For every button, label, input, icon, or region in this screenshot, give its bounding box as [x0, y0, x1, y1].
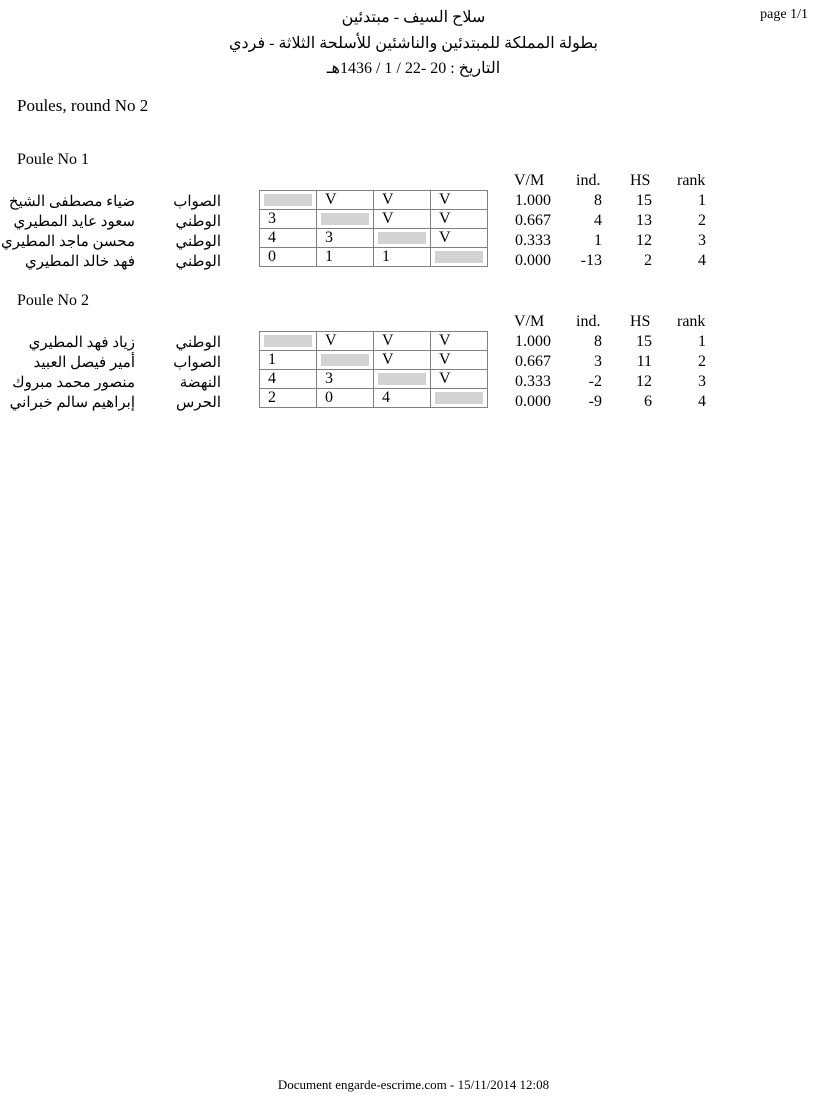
- hits-scored: 6: [644, 393, 652, 410]
- rank: 3: [698, 232, 706, 249]
- bout-cell: V: [431, 332, 488, 351]
- bout-cell: 4: [260, 370, 317, 389]
- indicator: -9: [588, 393, 602, 410]
- bout-cell-self: [260, 332, 317, 351]
- bout-cell: V: [431, 370, 488, 389]
- bout-cell-self: [317, 351, 374, 370]
- fencer-name: منصور محمد مبروك: [12, 375, 135, 391]
- table-row: [260, 332, 488, 351]
- fencer-name: أمير فيصل العبيد: [33, 355, 135, 371]
- bout-cell: 3: [317, 370, 374, 389]
- column-header-vm: V/M: [514, 172, 545, 189]
- bout-cell: 1: [260, 351, 317, 370]
- fencer-club: النهضة: [179, 375, 221, 391]
- fencer-club: الوطني: [175, 254, 221, 270]
- fencer-club: الوطني: [175, 335, 221, 351]
- poule-title: Poule No 1: [17, 151, 89, 168]
- table-row: [260, 229, 488, 248]
- bout-cell: V: [317, 191, 374, 210]
- column-header-hs: HS: [630, 313, 651, 330]
- victory-ratio: 1.000: [515, 333, 551, 350]
- bout-cell: 0: [260, 248, 317, 267]
- rank: 3: [698, 373, 706, 390]
- victory-ratio: 0.000: [515, 393, 551, 410]
- victory-ratio: 0.000: [515, 252, 551, 269]
- indicator: 1: [594, 232, 602, 249]
- table-row: [260, 248, 488, 267]
- round-title: Poules, round No 2: [17, 96, 149, 115]
- indicator: 4: [594, 212, 602, 229]
- bout-cell: 0: [317, 389, 374, 408]
- indicator: -2: [588, 373, 602, 390]
- bout-cell: V: [431, 351, 488, 370]
- victory-ratio: 0.333: [515, 373, 551, 390]
- hits-scored: 12: [636, 373, 652, 390]
- bout-cell: 4: [260, 229, 317, 248]
- fencer-club: الوطني: [175, 234, 221, 250]
- fencer-club: الحرس: [175, 395, 221, 411]
- bout-cell: V: [431, 210, 488, 229]
- column-header-rank: rank: [677, 313, 706, 330]
- victory-ratio: 0.333: [515, 232, 551, 249]
- bout-cell: 3: [260, 210, 317, 229]
- indicator: 8: [594, 192, 602, 209]
- fencer-name: فهد خالد المطيري: [24, 254, 135, 270]
- hits-scored: 12: [636, 232, 652, 249]
- fencer-club: الصواب: [173, 194, 221, 210]
- document-footer: Document engarde-escrime.com - 15/11/2014 12:08: [277, 1077, 550, 1092]
- indicator: -13: [580, 252, 602, 269]
- column-header-ind: ind.: [576, 313, 601, 330]
- bout-cell: V: [374, 332, 431, 351]
- championship-title: بطولة المملكة للمبتدئين والناشئين للأسلحة الثلاثة - فردي: [229, 35, 598, 52]
- table-row: [260, 210, 488, 229]
- rank: 1: [698, 192, 706, 209]
- bout-cell: 3: [317, 229, 374, 248]
- bout-cell: V: [431, 229, 488, 248]
- rank: 2: [698, 353, 706, 370]
- victory-ratio: 0.667: [515, 212, 551, 229]
- bout-cell: V: [431, 191, 488, 210]
- bout-cell-self: [317, 210, 374, 229]
- bout-cell: V: [374, 210, 431, 229]
- bout-cell-self: [374, 370, 431, 389]
- weapon-title: سلاح السيف - مبتدئين: [341, 9, 486, 26]
- column-header-rank: rank: [677, 172, 706, 189]
- bout-cell: 1: [317, 248, 374, 267]
- poule-bout-grid: [259, 190, 488, 267]
- rank: 1: [698, 333, 706, 350]
- hits-scored: 2: [644, 252, 652, 269]
- hits-scored: 13: [636, 212, 652, 229]
- poule-bout-grid: [259, 331, 488, 408]
- bout-cell: V: [374, 351, 431, 370]
- hits-scored: 11: [636, 353, 652, 370]
- hits-scored: 15: [636, 333, 652, 350]
- table-row: [260, 191, 488, 210]
- fencer-club: الوطني: [175, 214, 221, 230]
- indicator: 8: [594, 333, 602, 350]
- rank: 4: [698, 393, 706, 410]
- column-header-vm: V/M: [514, 313, 545, 330]
- competition-date: التاريخ : 20 -22 / 1 / 1436هـ: [326, 60, 501, 77]
- bout-cell: V: [317, 332, 374, 351]
- bout-cell: 4: [374, 389, 431, 408]
- fencer-name: إبراهيم سالم خبراني: [9, 395, 135, 411]
- fencer-name: سعود عايد المطيري: [13, 214, 135, 230]
- table-row: [260, 370, 488, 389]
- rank: 4: [698, 252, 706, 269]
- bout-cell-self: [260, 191, 317, 210]
- poule-title: Poule No 2: [17, 292, 89, 309]
- bout-cell-self: [431, 248, 488, 267]
- bout-cell-self: [431, 389, 488, 408]
- bout-cell: 1: [374, 248, 431, 267]
- fencer-name: ضياء مصطفى الشيخ: [8, 194, 135, 210]
- bout-cell: V: [374, 191, 431, 210]
- fencer-club: الصواب: [173, 355, 221, 371]
- bout-cell-self: [374, 229, 431, 248]
- column-header-hs: HS: [630, 172, 651, 189]
- victory-ratio: 0.667: [515, 353, 551, 370]
- bout-cell: 2: [260, 389, 317, 408]
- column-header-ind: ind.: [576, 172, 601, 189]
- victory-ratio: 1.000: [515, 192, 551, 209]
- table-row: [260, 351, 488, 370]
- hits-scored: 15: [636, 192, 652, 209]
- indicator: 3: [594, 353, 602, 370]
- page-number: page 1/1: [760, 7, 808, 22]
- table-row: [260, 389, 488, 408]
- fencer-name: محسن ماجد المطيري: [0, 234, 135, 250]
- rank: 2: [698, 212, 706, 229]
- fencer-name: زياد فهد المطيري: [28, 335, 135, 351]
